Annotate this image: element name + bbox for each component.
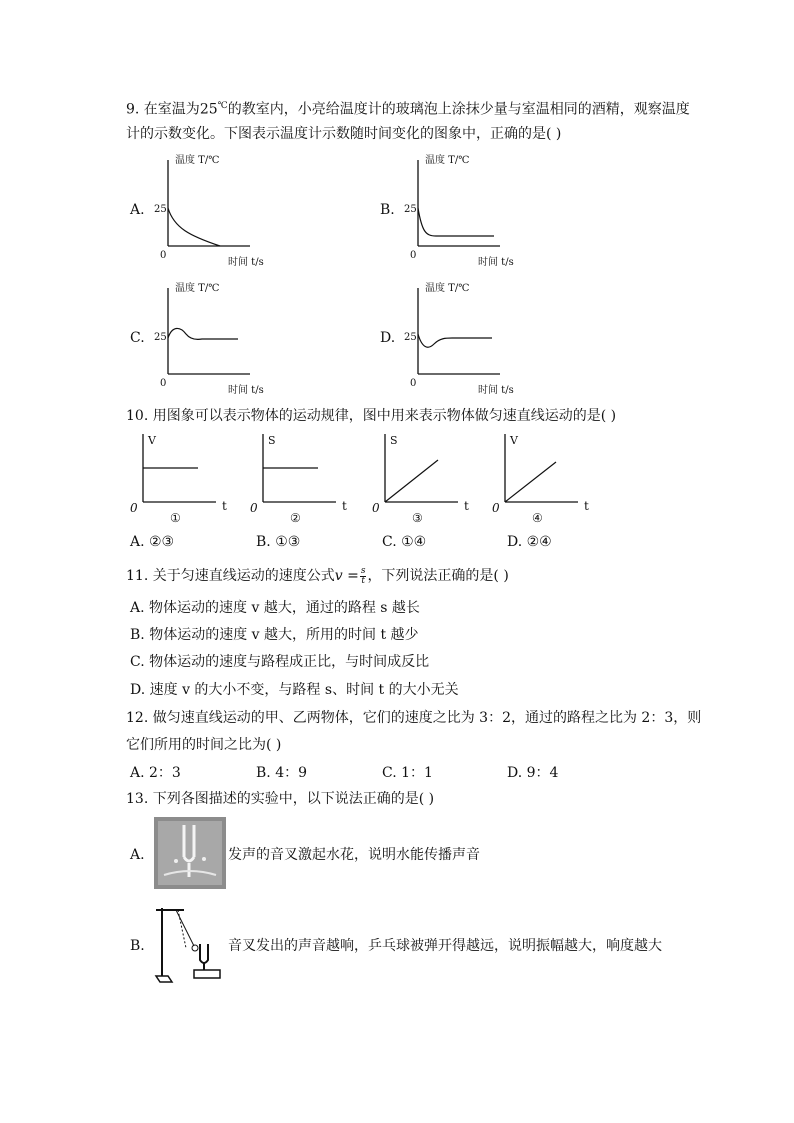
q9-stem-line2: 计的示数变化。下图表示温度计示数随时间变化的图象中，正确的是( ) bbox=[126, 126, 562, 142]
q9-graph-d bbox=[400, 278, 520, 398]
q12-option-a: A. 2：3 bbox=[130, 765, 181, 781]
q12-option-b: B. 4：9 bbox=[256, 765, 308, 781]
q12-stem-line1: 12. 做匀速直线运动的甲、乙两物体，它们的速度之比为 3：2，通过的路程之比为 2：3，则 bbox=[126, 710, 702, 726]
q11-option-d: D. 速度 v 的大小不变，与路程 s、时间 t 的大小无关 bbox=[130, 682, 459, 698]
origin-label: 0 bbox=[250, 501, 258, 515]
q10-option-c: C. ①④ bbox=[382, 534, 427, 550]
temp-curve bbox=[418, 208, 494, 236]
graph-ylabel: 温度 T/℃ bbox=[175, 283, 220, 294]
q9-stem-unit: ℃ bbox=[217, 101, 228, 111]
q12-option-d: D. 9：4 bbox=[507, 765, 559, 781]
graph-xlabel: 时间 t/s bbox=[228, 385, 264, 396]
temp-curve bbox=[168, 208, 220, 246]
q9-graph-b bbox=[400, 150, 520, 270]
q11-stem-part1: 11. 关于匀速直线运动的速度公式 bbox=[126, 568, 335, 584]
temp-curve bbox=[168, 328, 238, 339]
tick-25: 25 bbox=[154, 204, 167, 215]
graph-xaxis-label: t bbox=[222, 499, 227, 513]
q9-stem-part: 9. 在室温为 bbox=[126, 101, 200, 118]
q9-option-a-label: A. bbox=[130, 202, 145, 218]
q13-option-b-label: B. bbox=[130, 938, 145, 954]
q11-formula-numerator: s bbox=[360, 565, 366, 576]
tick-25: 25 bbox=[404, 204, 417, 215]
graph-xaxis-label: t bbox=[464, 499, 469, 513]
graph-number: ① bbox=[170, 511, 181, 525]
graph-ylabel: 温度 T/℃ bbox=[425, 283, 470, 294]
graph-xaxis-label: t bbox=[342, 499, 347, 513]
q10-option-a: A. ②③ bbox=[130, 534, 175, 550]
q11-option-c: C. 物体运动的速度与路程成正比，与时间成反比 bbox=[130, 654, 430, 670]
graph-line bbox=[505, 462, 556, 502]
q9-stem-part2: 的教室内，小亮给温度计的玻璃泡上涂抹少量与室温相同的酒精，观察温度 bbox=[227, 101, 690, 118]
q13-option-a-label: A. bbox=[130, 847, 145, 863]
tuning-fork-water-photo bbox=[154, 817, 226, 889]
q12-stem-line2: 它们所用的时间之比为( ) bbox=[126, 737, 282, 753]
graph-yaxis-label: S bbox=[268, 434, 276, 447]
origin-label: 0 bbox=[160, 378, 167, 389]
origin-label: 0 bbox=[372, 501, 380, 515]
graph-number: ③ bbox=[412, 511, 423, 525]
tick-25: 25 bbox=[154, 332, 167, 343]
graph-yaxis-label: V bbox=[148, 434, 156, 447]
q11-formula-fraction bbox=[360, 567, 367, 586]
q11-formula-denominator: t bbox=[361, 575, 365, 586]
q9-option-c-label: C. bbox=[130, 330, 145, 346]
temp-curve bbox=[418, 334, 492, 347]
origin-label: 0 bbox=[492, 501, 500, 515]
q10-graph-1 bbox=[128, 432, 238, 524]
graph-xaxis-label: t bbox=[584, 499, 589, 513]
graph-line bbox=[385, 460, 438, 502]
graph-ylabel: 温度 T/℃ bbox=[425, 155, 470, 166]
graph-xlabel: 时间 t/s bbox=[478, 257, 514, 268]
graph-number: ② bbox=[290, 511, 301, 525]
q10-graph-2 bbox=[248, 432, 358, 524]
q10-option-d: D. ②④ bbox=[507, 534, 552, 550]
q9-graph-a bbox=[150, 150, 270, 270]
origin-label: 0 bbox=[130, 501, 138, 515]
q10-graph-3 bbox=[370, 432, 480, 524]
q9-stem-temp: 25 bbox=[199, 101, 218, 118]
q11-stem bbox=[126, 566, 509, 586]
origin-label: 0 bbox=[160, 250, 167, 261]
graph-yaxis-label: V bbox=[510, 434, 518, 447]
q11-option-b: B. 物体运动的速度 v 越大，所用的时间 t 越少 bbox=[130, 627, 419, 643]
q11-stem-part2: ，下列说法正确的是( ) bbox=[367, 568, 509, 584]
q9-graph-c bbox=[150, 278, 270, 398]
graph-number: ④ bbox=[532, 511, 543, 525]
q11-formula-v: v = bbox=[334, 568, 359, 584]
tick-25: 25 bbox=[404, 332, 417, 343]
q13-option-b-text: 音叉发出的声音越响，乒乓球被弹开得越远，说明振幅越大，响度越大 bbox=[228, 938, 662, 954]
graph-ylabel: 温度 T/℃ bbox=[175, 155, 220, 166]
origin-label: 0 bbox=[410, 378, 417, 389]
pendulum-tuning-fork-figure bbox=[154, 900, 224, 986]
photo-illustration bbox=[154, 817, 226, 889]
q10-stem: 10. 用图象可以表示物体的运动规律，图中用来表示物体做匀速直线运动的是( ) bbox=[126, 408, 617, 424]
q10-graph-4 bbox=[490, 432, 600, 524]
q9-option-b-label: B. bbox=[380, 202, 395, 218]
q13-option-a-text: 发声的音叉激起水花，说明水能传播声音 bbox=[228, 847, 480, 863]
q9-stem-line1 bbox=[126, 96, 690, 120]
q13-stem: 13. 下列各图描述的实验中，以下说法正确的是( ) bbox=[126, 791, 435, 807]
q9-option-d-label: D. bbox=[380, 330, 396, 346]
q10-option-b: B. ①③ bbox=[256, 534, 301, 550]
q11-option-a: A. 物体运动的速度 v 越大，通过的路程 s 越长 bbox=[130, 600, 420, 616]
graph-yaxis-label: S bbox=[390, 434, 398, 447]
graph-xlabel: 时间 t/s bbox=[228, 257, 264, 268]
origin-label: 0 bbox=[410, 250, 417, 261]
graph-xlabel: 时间 t/s bbox=[478, 385, 514, 396]
q12-option-c: C. 1：1 bbox=[382, 765, 433, 781]
